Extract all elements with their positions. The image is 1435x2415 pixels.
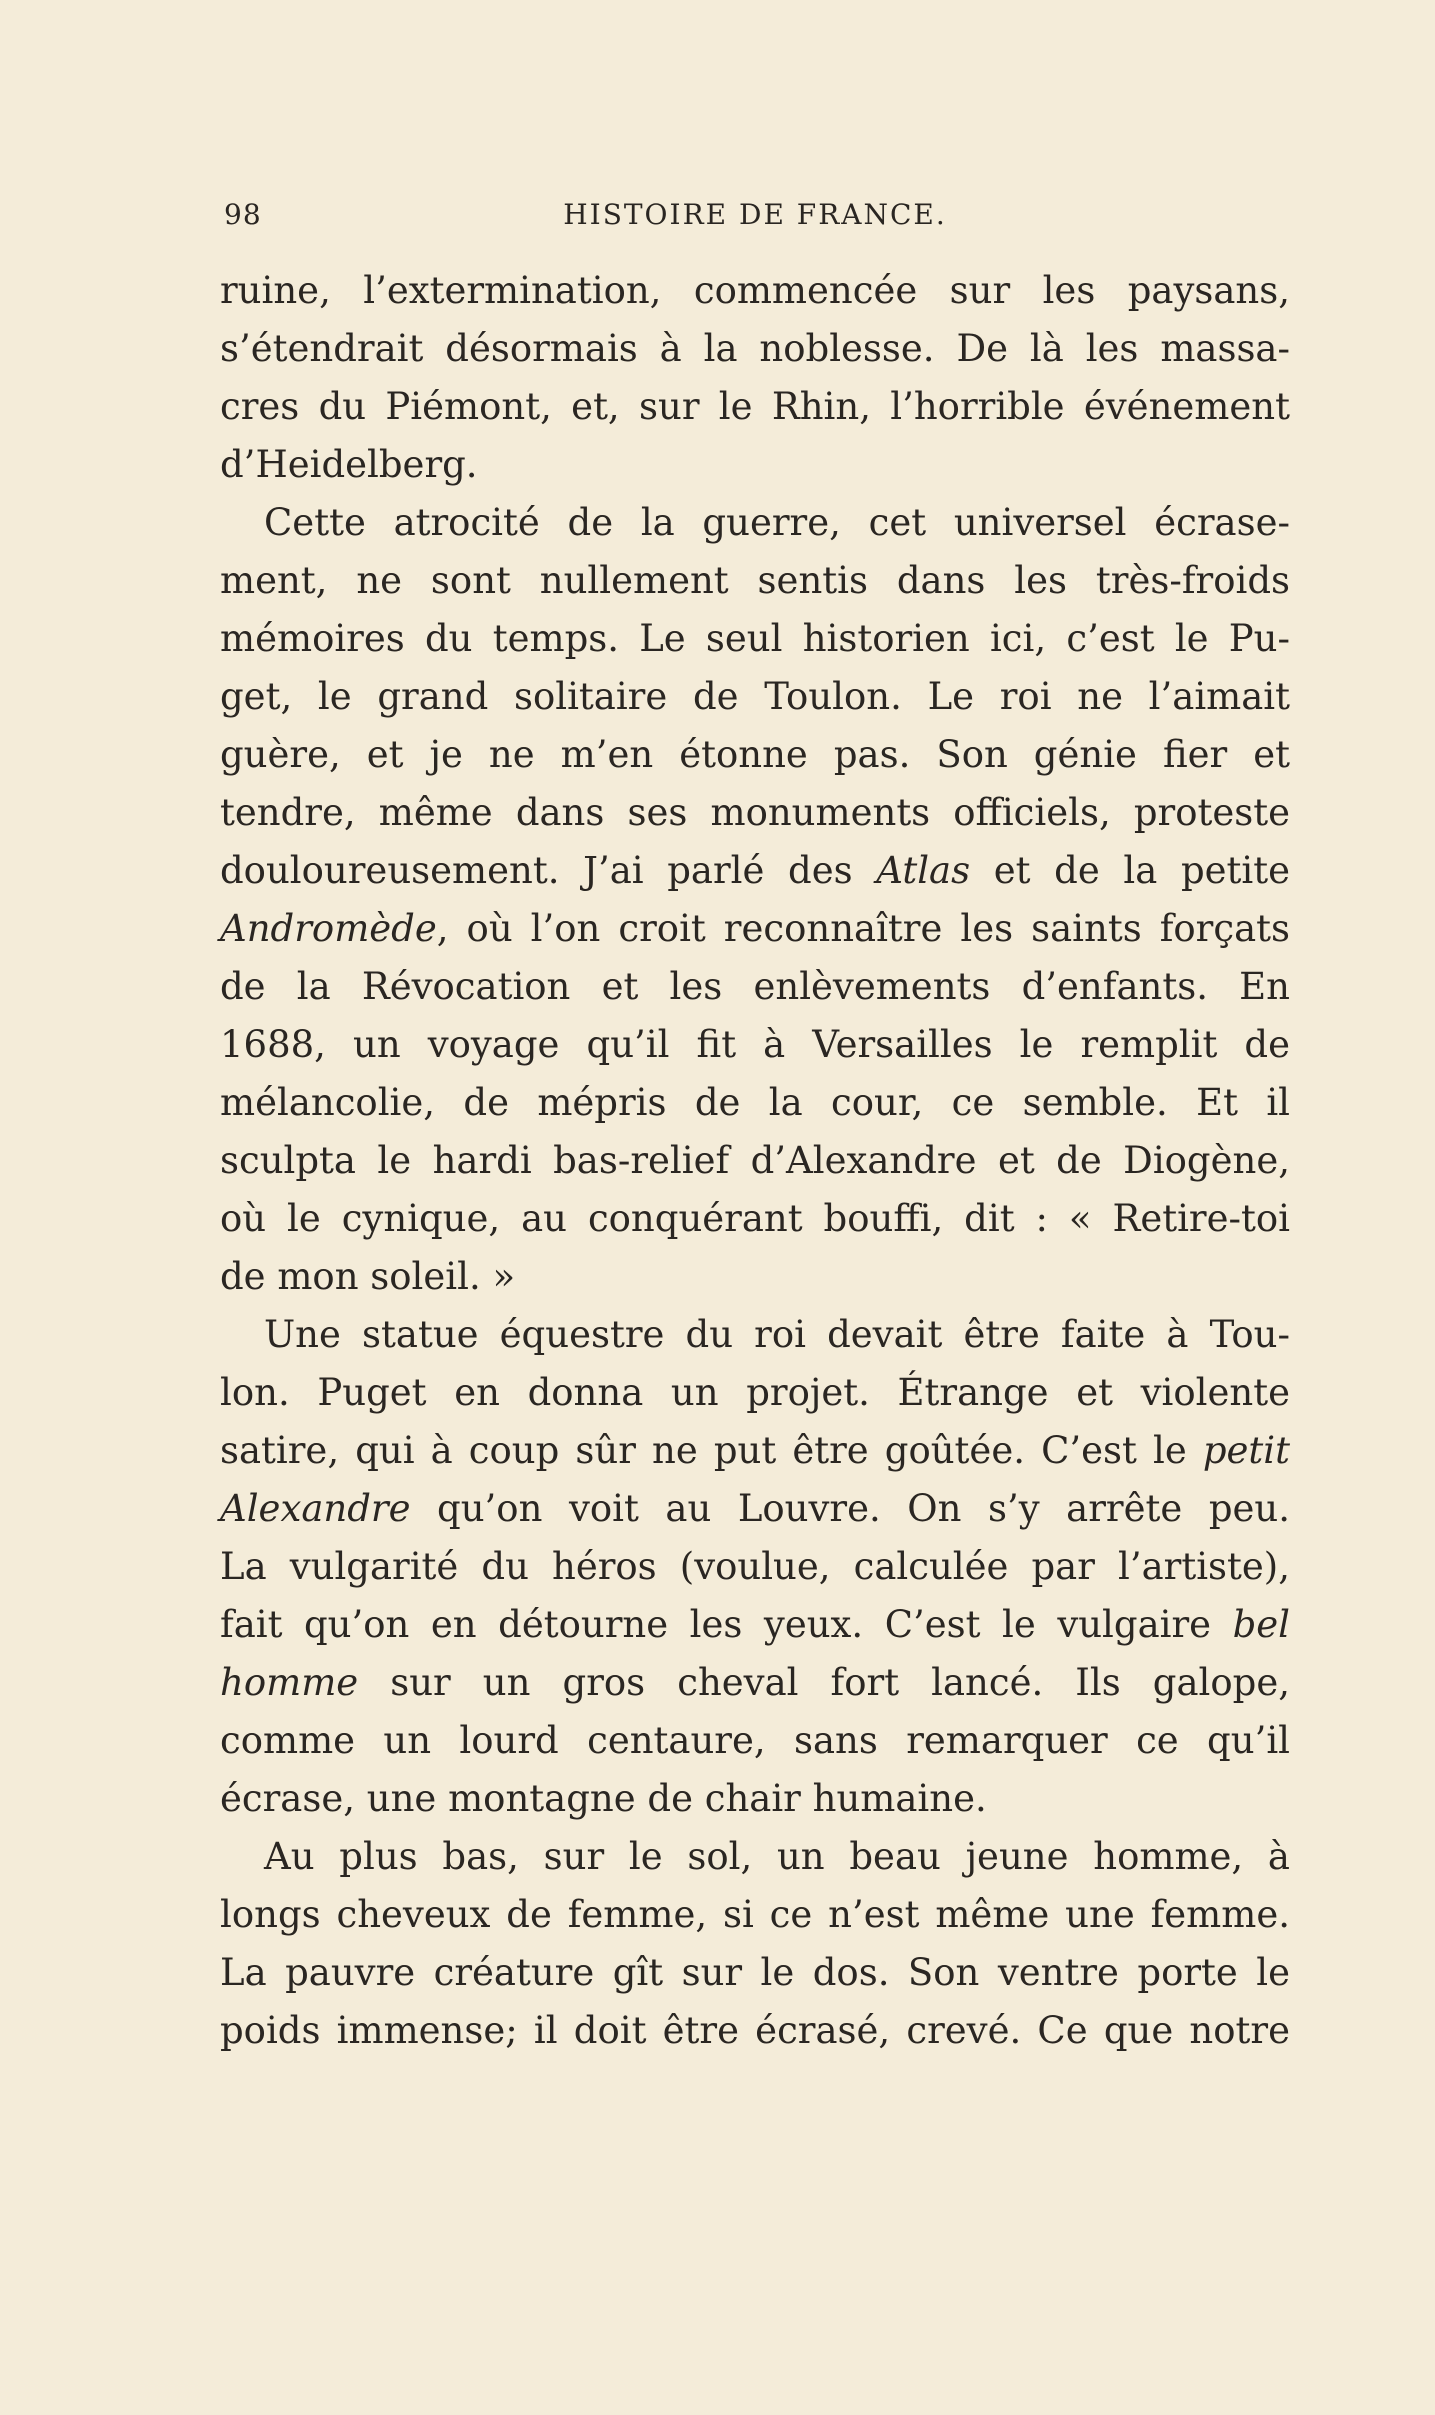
text-line <box>220 1596 1290 1654</box>
text-run: 1688, un voyage qu’il fit à Versailles le remplit de <box>220 1023 1290 1066</box>
text-run: de mon soleil. » <box>220 1255 516 1298</box>
text-line <box>220 958 1290 1016</box>
text-line <box>220 1422 1290 1480</box>
text-line <box>220 1364 1290 1422</box>
text-line <box>220 784 1290 842</box>
text-line <box>220 494 1290 552</box>
text-line <box>220 1828 1290 1886</box>
text-run: de la Révocation et les enlèvements d’enfants. En <box>220 965 1290 1008</box>
body-text <box>220 262 1290 2060</box>
text-run: cres du Piémont, et, sur le Rhin, l’horrible événement <box>220 385 1290 428</box>
italic-text: Andromède <box>220 907 437 950</box>
text-run: d’Heidelberg. <box>220 443 478 486</box>
text-line <box>220 610 1290 668</box>
text-line <box>220 1074 1290 1132</box>
text-run: où le cynique, au conquérant bouffi, dit : « Retire-toi <box>220 1197 1290 1240</box>
text-run: et de la petite <box>970 849 1290 892</box>
text-run: sculpta le hardi bas-relief d’Alexandre et de Diogène, <box>220 1139 1290 1182</box>
text-line <box>220 1538 1290 1596</box>
text-run: La pauvre créature gît sur le dos. Son ventre porte le <box>220 1951 1290 1994</box>
text-line <box>220 1886 1290 1944</box>
text-line <box>220 1306 1290 1364</box>
text-line <box>220 1016 1290 1074</box>
text-line <box>220 262 1290 320</box>
text-line <box>220 552 1290 610</box>
text-line <box>220 668 1290 726</box>
running-title: HISTOIRE DE FRANCE. <box>563 198 947 231</box>
text-run: comme un lourd centaure, sans remarquer ce qu’il <box>220 1719 1290 1762</box>
italic-text: Alexandre <box>220 1487 411 1530</box>
text-run: , où l’on croit reconnaître les saints forçats <box>436 907 1290 950</box>
text-line <box>220 1480 1290 1538</box>
text-run: get, le grand solitaire de Toulon. Le roi ne l’aimait <box>220 675 1290 718</box>
italic-text: Atlas <box>876 849 971 892</box>
text-run: Cette atrocité de la guerre, cet universel écrase- <box>264 501 1290 544</box>
text-line <box>220 1654 1290 1712</box>
text-line <box>220 436 1290 494</box>
text-run: tendre, même dans ses monuments officiels, proteste <box>220 791 1290 834</box>
italic-text: bel <box>1232 1603 1290 1646</box>
text-line <box>220 842 1290 900</box>
text-line <box>220 2002 1290 2060</box>
text-line <box>220 1770 1290 1828</box>
text-line <box>220 320 1290 378</box>
text-run: guère, et je ne m’en étonne pas. Son génie fier et <box>220 733 1290 776</box>
text-run: longs cheveux de femme, si ce n’est même une femme. <box>220 1893 1290 1936</box>
text-line <box>220 1712 1290 1770</box>
text-line <box>220 1190 1290 1248</box>
text-run: satire, qui à coup sûr ne put être goûtée. C’est le <box>220 1429 1203 1472</box>
italic-text: petit <box>1202 1429 1290 1472</box>
text-line <box>220 1132 1290 1190</box>
page-number: 98 <box>224 198 262 231</box>
text-run: sur un gros cheval fort lancé. Ils galope, <box>358 1661 1290 1704</box>
text-run: poids immense; il doit être écrasé, crevé. Ce que notre <box>220 2009 1290 2052</box>
text-run: écrase, une montagne de chair humaine. <box>220 1777 987 1820</box>
text-line <box>220 378 1290 436</box>
text-run: Au plus bas, sur le sol, un beau jeune homme, à <box>264 1835 1290 1878</box>
text-run: mémoires du temps. Le seul historien ici, c’est le Pu- <box>220 617 1290 660</box>
text-run: douloureusement. J’ai parlé des <box>220 849 877 892</box>
text-line <box>220 1944 1290 2002</box>
text-run: La vulgarité du héros (voulue, calculée par l’artiste), <box>220 1545 1290 1588</box>
text-run: Une statue équestre du roi devait être faite à Tou- <box>264 1313 1290 1356</box>
text-run: ment, ne sont nullement sentis dans les très-froids <box>220 559 1290 602</box>
text-line <box>220 900 1290 958</box>
text-line <box>220 726 1290 784</box>
text-line <box>220 1248 1290 1306</box>
text-run: s’étendrait désormais à la noblesse. De là les massa- <box>220 327 1290 370</box>
text-run: ruine, l’extermination, commencée sur les paysans, <box>220 269 1290 312</box>
text-run: fait qu’on en détourne les yeux. C’est le vulgaire <box>220 1603 1233 1646</box>
text-run: lon. Puget en donna un projet. Étrange et violente <box>220 1371 1290 1414</box>
text-run: qu’on voit au Louvre. On s’y arrête peu. <box>410 1487 1290 1530</box>
text-run: mélancolie, de mépris de la cour, ce semble. Et il <box>220 1081 1290 1124</box>
page-header <box>220 198 1290 248</box>
italic-text: homme <box>220 1661 359 1704</box>
